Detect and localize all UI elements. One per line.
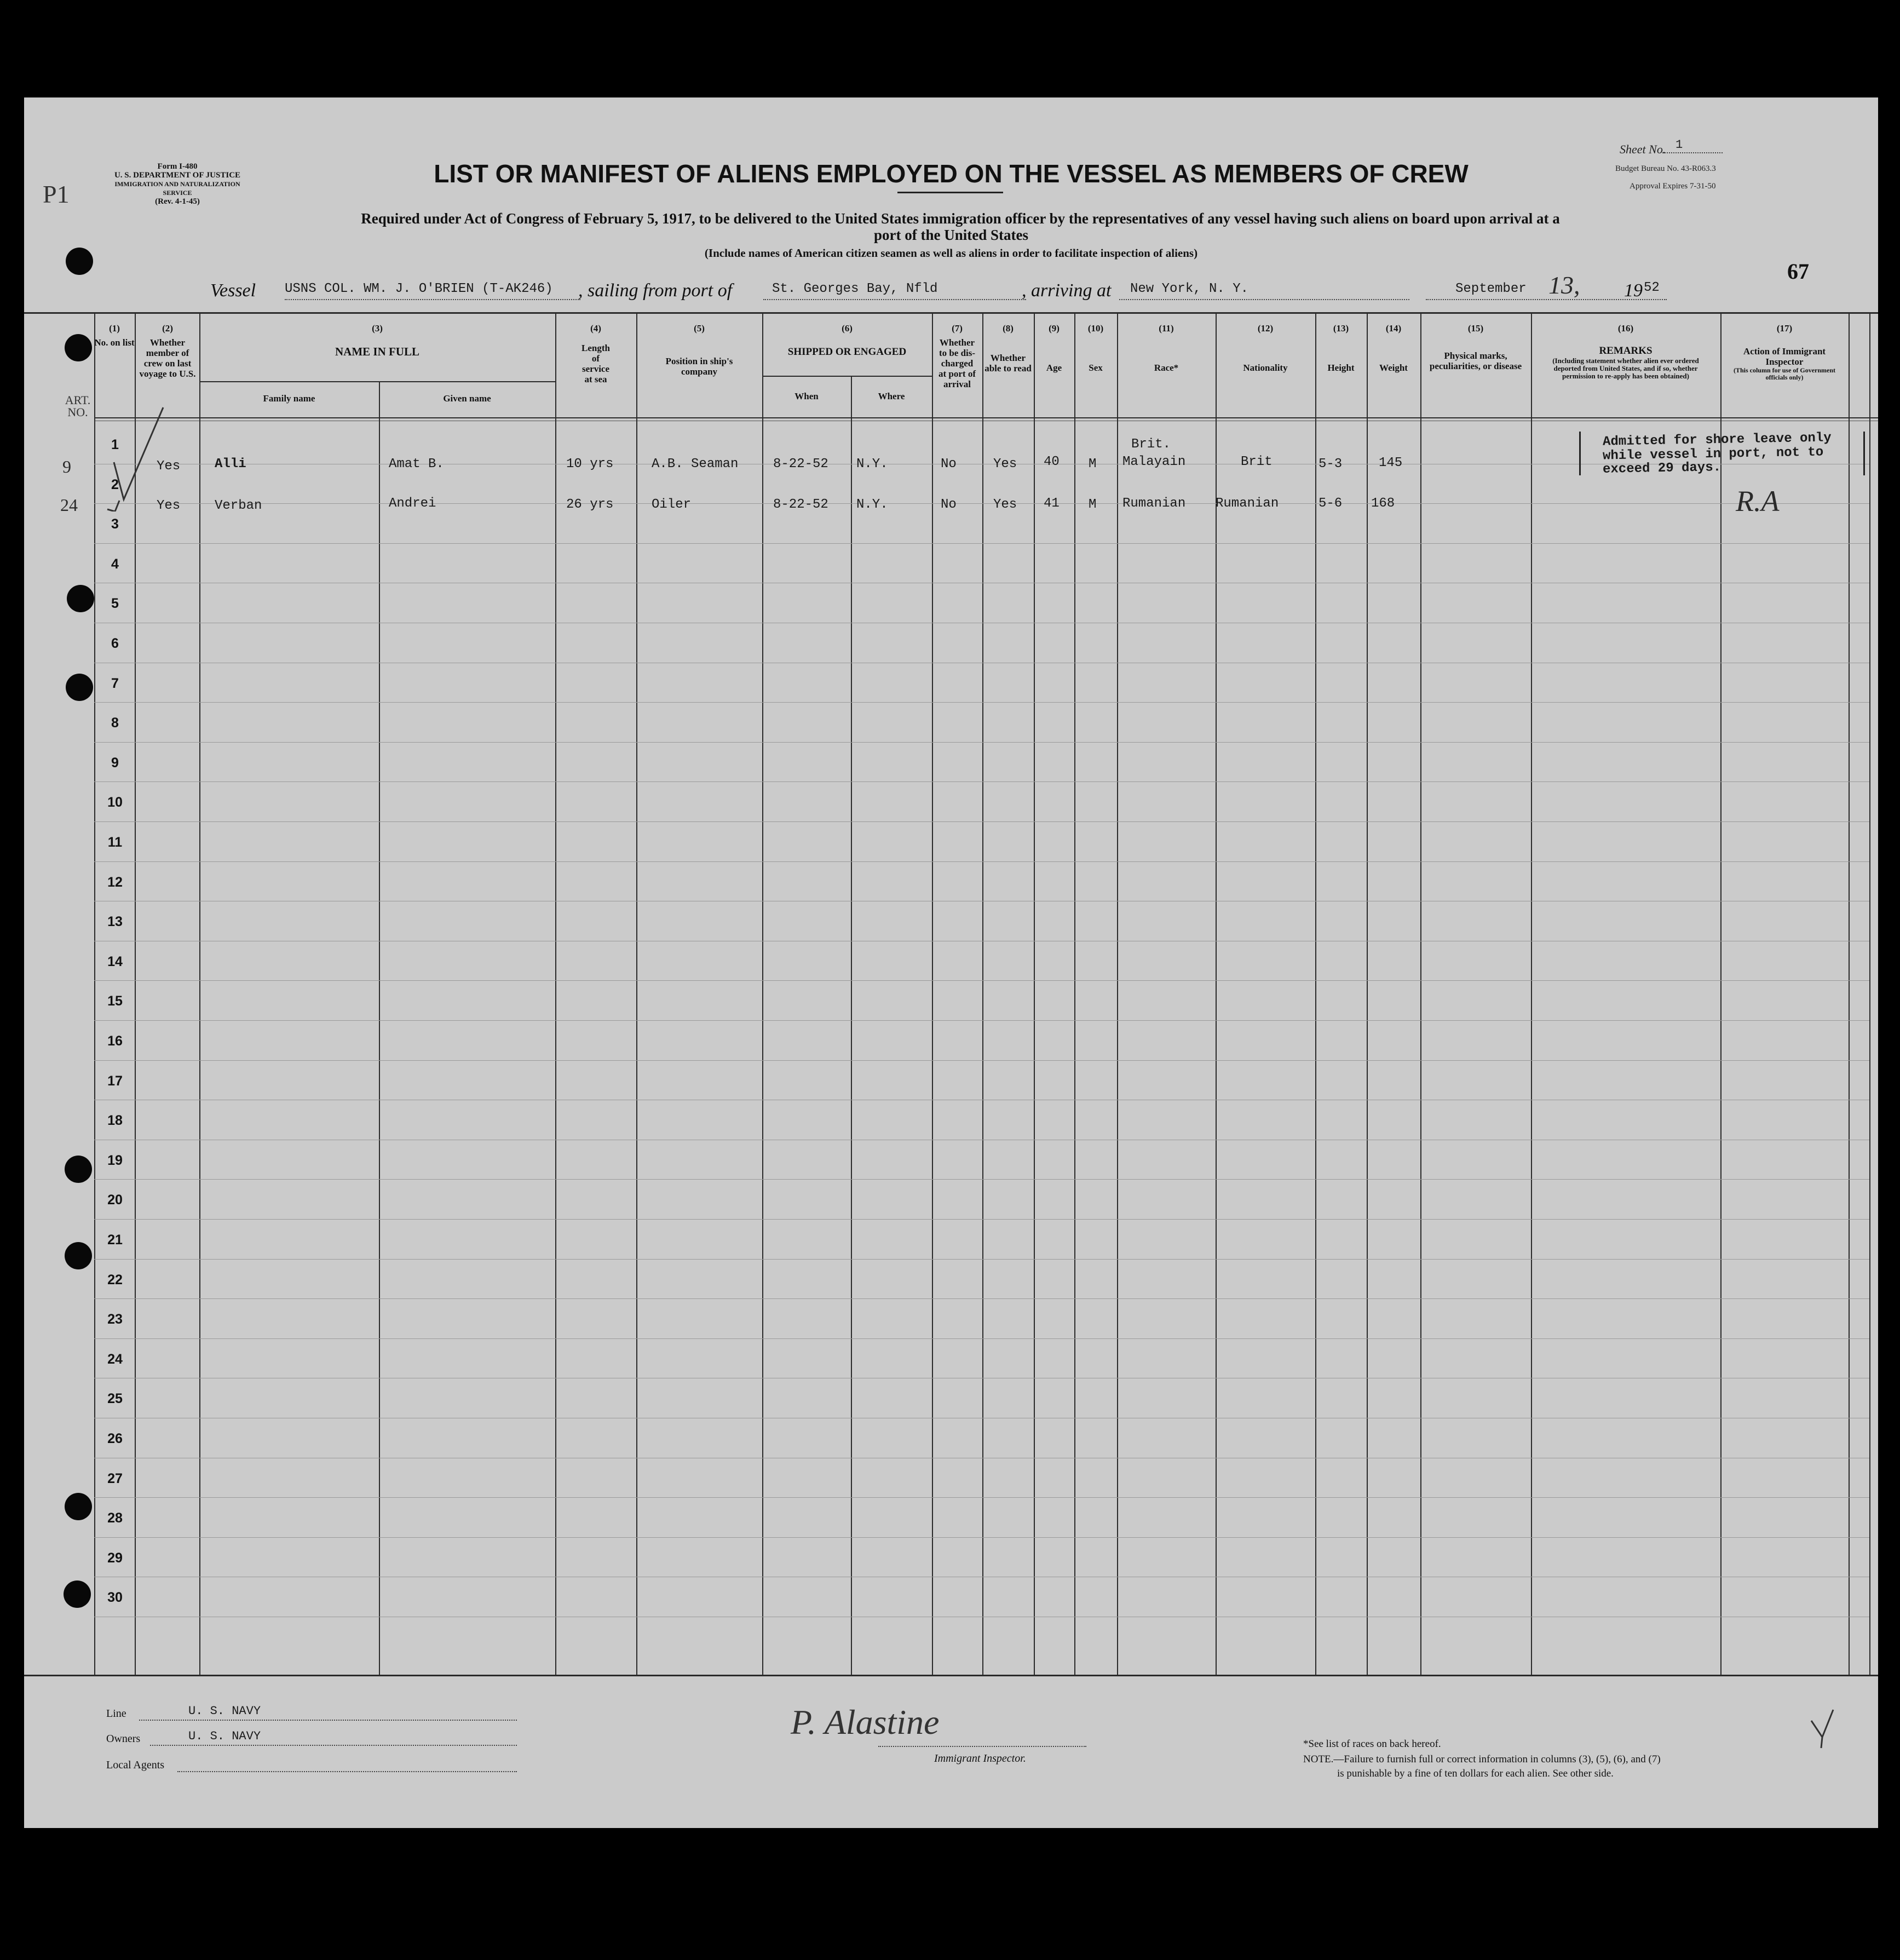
row-1-art-no: 9: [62, 457, 71, 476]
row-number: 3: [111, 516, 119, 532]
row-2-last-voyage: Yes: [157, 498, 181, 513]
col-10-number: (10): [1087, 323, 1104, 334]
vessel-label: Vessel: [210, 280, 256, 301]
punch-hole: [65, 1493, 92, 1520]
row-number: 13: [107, 914, 123, 929]
row-1-race-line-1: Brit.: [1131, 437, 1171, 452]
department-name: U. S. DEPARTMENT OF JUSTICE: [114, 171, 241, 180]
row-divider: [94, 1219, 1869, 1220]
row-divider: [94, 543, 1869, 544]
col-line: [199, 312, 200, 1676]
row-2-shipped-when: 8-22-52: [773, 497, 828, 512]
table-top-border: [24, 312, 1878, 314]
header-bottom-border: [94, 417, 1878, 418]
row-1-weight: 145: [1379, 456, 1403, 470]
col-8-label: Whether able to read: [984, 353, 1032, 373]
shipped-subheader-line: [762, 376, 932, 377]
row-number: 22: [107, 1272, 123, 1287]
row-divider: [94, 1298, 1869, 1299]
owners-value: U. S. NAVY: [188, 1729, 261, 1743]
col-9-header: [1034, 323, 1074, 373]
col-line: [1420, 312, 1421, 1676]
owners-label: Owners: [106, 1733, 141, 1745]
row-divider: [94, 503, 1869, 504]
sheet-number-line: [1662, 152, 1723, 153]
race-note: *See list of races on back hereof.: [1303, 1738, 1441, 1750]
page-stamp-number: 67: [1787, 259, 1809, 284]
subtitle-line-1: Required under Act of Congress of February 5, 1917, to be delivered to the United States immigration officer by the representatives of any vessel having such aliens on board upon arrival at a: [361, 210, 1560, 227]
row-number: 5: [111, 596, 119, 611]
col-1-header: [94, 323, 135, 348]
row-number: 1: [111, 437, 119, 452]
col-13-number: (13): [1333, 323, 1349, 334]
vessel-line: [285, 299, 580, 300]
row-1-position: A.B. Seaman: [652, 457, 739, 472]
row-2-position: Oiler: [652, 497, 692, 512]
row-divider: [94, 1338, 1869, 1339]
col-16-header: [1531, 323, 1720, 380]
row-1-nationality: Brit: [1241, 455, 1273, 469]
row-number: 27: [107, 1471, 123, 1486]
form-revision: (Rev. 4-1-45): [155, 197, 200, 206]
col-1-label: No. on list: [94, 337, 135, 348]
col-line: [1869, 312, 1870, 1676]
title-underline: [897, 192, 1003, 193]
row-number: 6: [111, 636, 119, 651]
col-12-number: (12): [1257, 323, 1274, 334]
row-number: 28: [107, 1510, 123, 1526]
row-1-race-line-2: Malayain: [1122, 455, 1186, 469]
row-number: 21: [107, 1232, 123, 1248]
col-11-number: (11): [1159, 323, 1174, 334]
line-value: U. S. NAVY: [188, 1704, 261, 1718]
arriving-line: [1119, 299, 1409, 300]
year-suffix: 52: [1644, 280, 1660, 295]
inspector-signature: P. Alastine: [791, 1703, 940, 1741]
remarks-stamp: [1579, 432, 1865, 475]
row-number: 24: [107, 1352, 123, 1367]
col-17-label: Action of Immigrant Inspector: [1743, 346, 1826, 367]
col-15-number: (15): [1467, 323, 1484, 334]
col-11-header: [1117, 323, 1216, 373]
col-line: [982, 312, 983, 1676]
row-1-service-length: 10 yrs: [566, 457, 614, 472]
local-agents-label: Local Agents: [106, 1759, 165, 1771]
owners-field: [150, 1745, 517, 1746]
col-13-header: [1315, 323, 1367, 373]
col-line: [636, 312, 637, 1676]
line-label: Line: [106, 1708, 126, 1720]
row-1-height: 5-3: [1319, 457, 1343, 472]
row-number: 23: [107, 1312, 123, 1327]
name-subheader-line: [199, 381, 555, 382]
line-field: [139, 1720, 517, 1721]
col-9-number: (9): [1049, 323, 1060, 334]
arriving-port: New York, N. Y.: [1130, 281, 1249, 296]
scribble-mark-icon: [1806, 1704, 1850, 1754]
manifest-sheet: [24, 97, 1878, 1828]
row-divider: [94, 702, 1869, 703]
row-2-service-length: 26 yrs: [566, 497, 614, 512]
budget-bureau: Budget Bureau No. 43-R063.3: [1615, 164, 1716, 173]
col-line: [1216, 312, 1217, 1676]
col-2-header: [136, 323, 199, 379]
row-1-able-to-read: Yes: [993, 457, 1017, 472]
row-number: 8: [111, 715, 119, 731]
col-line: [932, 312, 933, 1676]
col-2-label: Whether member of crew on last voyage to U.S.: [139, 337, 196, 379]
row-number: 9: [111, 755, 119, 771]
row-divider: [94, 1537, 1869, 1538]
row-divider: [94, 1060, 1869, 1061]
row-1-family-name: Alli: [215, 457, 246, 472]
date-line: [1426, 299, 1667, 300]
col-1-number: (1): [109, 323, 120, 334]
arrival-month: September: [1455, 281, 1527, 296]
col-10-label: Sex: [1089, 363, 1103, 373]
row-number: 14: [107, 954, 123, 969]
punch-hole: [67, 585, 94, 612]
col-line: [1531, 312, 1532, 1676]
col-16-label: REMARKS: [1599, 345, 1653, 357]
col-16-sublabel: (Including statement whether alien ever ordered deported from United States, and if so, whether permission to re-apply has been obtained): [1552, 357, 1699, 380]
row-2-family-name: Verban: [215, 498, 262, 513]
col-4-label: Length of service at sea: [581, 343, 610, 384]
col-17-number: (17): [1776, 323, 1793, 334]
col-15-header: [1420, 323, 1531, 371]
table-bottom-border: [24, 1675, 1878, 1676]
row-number: 4: [111, 556, 119, 572]
col-6-header: [762, 323, 932, 358]
inspector-label: Immigrant Inspector.: [934, 1752, 1026, 1764]
row-number: 26: [107, 1431, 123, 1446]
arriving-label: , arriving at: [1022, 280, 1112, 301]
art-no-label: ART. NO.: [65, 393, 91, 419]
row-1-discharged: No: [941, 457, 957, 472]
col-6-number: (6): [842, 323, 853, 334]
col-14-label: Weight: [1379, 363, 1408, 373]
row-number: 16: [107, 1033, 123, 1049]
penalty-note-2: is punishable by a fine of ten dollars for each alien. See other side.: [1337, 1768, 1614, 1779]
punch-hole: [65, 334, 92, 361]
local-agents-field: [177, 1771, 517, 1772]
col-3-number: (3): [372, 323, 383, 334]
subtitle-line-3: (Include names of American citizen seamen as well as aliens in order to facilitate inspection of aliens): [704, 246, 1198, 260]
punch-hole: [65, 1242, 92, 1269]
family-name-header: Family name: [263, 393, 315, 404]
row-2-discharged: No: [941, 497, 957, 512]
col-line: [851, 377, 852, 1676]
col-line: [1074, 312, 1075, 1676]
row-number: 29: [107, 1550, 123, 1566]
col-6-label: SHIPPED OR ENGAGED: [787, 346, 907, 358]
sailing-port: St. Georges Bay, Nfld: [772, 281, 938, 296]
col-line: [762, 312, 763, 1676]
where-header: Where: [878, 391, 905, 401]
row-divider: [94, 1259, 1869, 1260]
vessel-name: USNS COL. WM. J. O'BRIEN (T-AK246): [285, 281, 553, 296]
col-4-number: (4): [590, 323, 601, 334]
col-16-number: (16): [1617, 323, 1634, 334]
row-1-shipped-when: 8-22-52: [773, 457, 828, 472]
punch-hole: [64, 1580, 91, 1608]
col-line: [1720, 312, 1721, 1676]
row-1-given-name: Amat B.: [389, 457, 444, 472]
col-12-header: [1216, 323, 1315, 373]
col-8-header: [982, 323, 1034, 373]
col-line: [555, 312, 556, 1676]
col-7-header: [932, 323, 982, 389]
remarks-stamp-line-1: Admitted for shore leave only: [1602, 430, 1832, 450]
row-1-shipped-where: N.Y.: [856, 457, 888, 472]
row-number: 30: [107, 1590, 123, 1605]
col-2-number: (2): [162, 323, 173, 334]
col-line: [1315, 312, 1316, 1676]
row-2-sex: M: [1089, 497, 1097, 512]
col-15-label: Physical marks, peculiarities, or disease: [1429, 350, 1522, 371]
approval-expires: Approval Expires 7-31-50: [1630, 182, 1716, 191]
punch-hole: [65, 1156, 92, 1183]
year-prefix: 19: [1624, 280, 1643, 301]
col-13-label: Height: [1327, 363, 1355, 373]
col-line: [379, 382, 380, 1676]
col-10-header: [1074, 323, 1117, 373]
punch-hole: [66, 674, 93, 701]
row-divider: [94, 1020, 1869, 1021]
col-5-header: [636, 323, 762, 377]
row-divider: [94, 781, 1869, 782]
row-number: 18: [107, 1113, 123, 1128]
row-number: 20: [107, 1192, 123, 1208]
when-header: When: [794, 391, 819, 401]
row-2-given-name: Andrei: [389, 496, 436, 511]
given-name-header: Given name: [443, 393, 491, 404]
row-number: 19: [107, 1153, 123, 1168]
service-name: IMMIGRATION AND NATURALIZATION SERVICE: [114, 180, 240, 197]
row-2-height: 5-6: [1319, 496, 1343, 511]
row-1-age: 40: [1044, 455, 1060, 469]
remarks-stamp-line-2: while vessel in port, not to: [1602, 445, 1824, 464]
col-7-number: (7): [952, 323, 963, 334]
margin-note: P1: [43, 180, 70, 208]
sailing-label: , sailing from port of: [578, 280, 733, 301]
col-line: [1117, 312, 1118, 1676]
col-14-number: (14): [1385, 323, 1402, 334]
col-11-label: Race*: [1154, 363, 1179, 373]
row-number: 7: [111, 676, 119, 691]
col-5-number: (5): [694, 323, 705, 334]
row-2-able-to-read: Yes: [993, 497, 1017, 512]
sheet-label: Sheet No.: [1620, 142, 1666, 156]
signature-line: [878, 1746, 1086, 1747]
col-9-label: Age: [1046, 363, 1062, 373]
col-line: [1034, 312, 1035, 1676]
form-number: Form I-480: [157, 162, 198, 171]
row-number: 25: [107, 1391, 123, 1406]
row-divider: [94, 1497, 1869, 1498]
col-7-label: Whether to be dis-charged at port of arrival: [939, 337, 976, 389]
col-17-sublabel: (This column for use of Government officials only): [1733, 366, 1836, 381]
row-divider: [94, 821, 1869, 822]
col-17-header: [1720, 323, 1849, 381]
row-2-shipped-where: N.Y.: [856, 497, 888, 512]
row-2-race: Rumanian: [1122, 496, 1186, 511]
subtitle-line-2: port of the United States: [874, 227, 1028, 243]
col-line: [1367, 312, 1368, 1676]
row-2-nationality: Rumanian: [1216, 496, 1279, 511]
row-number: 2: [111, 477, 119, 492]
arrival-day: 13,: [1548, 271, 1580, 299]
port-line: [763, 299, 1026, 300]
row-number: 15: [107, 993, 123, 1009]
col-3-header: [199, 323, 555, 359]
row-number: 10: [107, 795, 123, 810]
row-2-art-no: 24: [60, 495, 78, 515]
col-3-label: NAME IN FULL: [335, 345, 419, 358]
row-1-last-voyage: Yes: [157, 459, 181, 474]
col-14-header: [1367, 323, 1420, 373]
col-8-number: (8): [1003, 323, 1014, 334]
sheet-number: 1: [1676, 138, 1683, 152]
page-title: LIST OR MANIFEST OF ALIENS EMPLOYED ON THE VESSEL AS MEMBERS OF CREW: [434, 159, 1469, 188]
row-number: 17: [107, 1073, 123, 1089]
penalty-note-1: NOTE.—Failure to furnish full or correct information in columns (3), (5), (6), and (7): [1303, 1754, 1661, 1765]
remarks-stamp-line-3: exceed 29 days.: [1602, 460, 1721, 477]
row-divider: [94, 861, 1869, 862]
col-4-header: [555, 323, 636, 384]
check-mark-icon: [103, 402, 180, 511]
row-2-weight: 168: [1371, 496, 1395, 511]
row-divider: [94, 1179, 1869, 1180]
row-divider: [94, 980, 1869, 981]
col-5-label: Position in ship's company: [665, 356, 733, 377]
row-number: 11: [107, 835, 123, 850]
row-2-age: 41: [1044, 496, 1060, 511]
inspector-initials: R.A: [1736, 485, 1780, 518]
row-divider: [94, 742, 1869, 743]
col-12-label: Nationality: [1243, 363, 1288, 373]
row-1-sex: M: [1089, 457, 1097, 472]
col-line: [1849, 312, 1850, 1676]
row-number: 12: [107, 875, 123, 890]
